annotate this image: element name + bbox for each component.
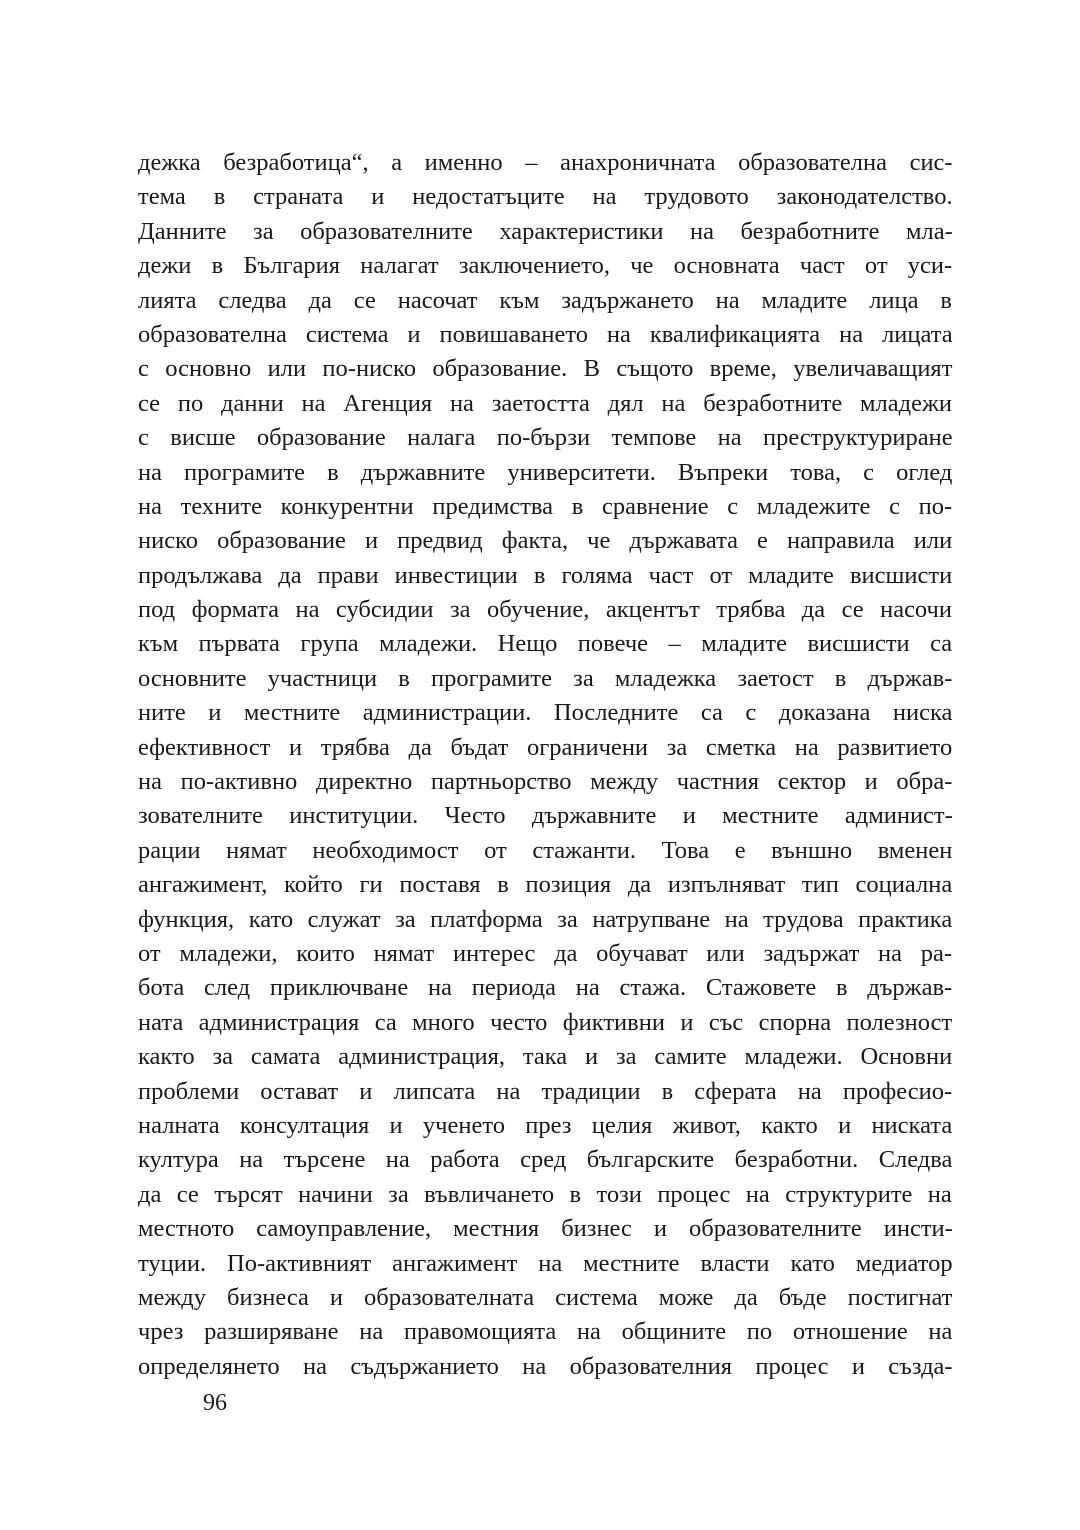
text-line: рации нямат необходимост от стажанти. Това е външно вменен bbox=[138, 836, 953, 864]
text-line: на програмите в държавните университети. Въпреки това, с оглед bbox=[138, 458, 953, 486]
text-line: образователна система и повишаването на квалификацията на лицата bbox=[138, 320, 953, 348]
text-line: ангажимент, който ги поставя в позиция да изпълняват тип социална bbox=[138, 871, 953, 899]
text-line: култура на търсене на работа сред българските безработни. Следва bbox=[138, 1146, 953, 1174]
text-line: ниско образование и предвид факта, че държавата е направила или bbox=[138, 527, 953, 555]
page-number: 96 bbox=[203, 1390, 227, 1416]
text-line: налната консултация и ученето през целия живот, както и ниската bbox=[138, 1111, 953, 1139]
text-line: към първата група младежи. Нещо повече – младите висшисти са bbox=[138, 630, 953, 658]
text-line: продължава да прави инвестиции в голяма част от младите висшисти bbox=[138, 561, 953, 589]
text-line: дежка безработица“, а именно – анахроничната образователна сис- bbox=[138, 149, 953, 176]
text-line: ефективност и трябва да бъдат ограничени за сметка на развитието bbox=[138, 733, 953, 761]
text-line: туции. По-активният ангажимент на местните власти като медиатор bbox=[138, 1249, 953, 1277]
text-line: на техните конкурентни предимства в сравнение с младежите с по- bbox=[138, 492, 953, 520]
text-line: на по-активно директно партньорство между частния сектор и обра- bbox=[138, 768, 953, 796]
text-line: ната администрация са много често фиктивни и със спорна полезност bbox=[138, 1008, 953, 1036]
text-line: чрез разширяване на правомощията на общините по отношение на bbox=[138, 1318, 953, 1346]
text-line: от младежи, които нямат интерес да обучават или задържат на ра- bbox=[138, 939, 952, 967]
text-line: местното самоуправление, местния бизнес и образователните инсти- bbox=[138, 1215, 953, 1243]
text-line: зователните институции. Често държавните и местните админист- bbox=[138, 802, 953, 830]
text-line: бота след приключване на периода на стажа. Стажовете в държав- bbox=[138, 974, 953, 1002]
text-line: Данните за образователните характеристики на безработните мла- bbox=[138, 217, 953, 245]
text-line: се по данни на Агенция на заетостта дял на безработните младежи bbox=[138, 389, 952, 417]
text-line: проблеми остават и липсата на традиции в сферата на професио- bbox=[138, 1077, 953, 1105]
text-line: да се търсят начини за въвличането в този процес на структурите на bbox=[138, 1180, 952, 1208]
text-line: основните участници в програмите за младежка заетост в държав- bbox=[138, 664, 953, 692]
text-line: с висше образование налага по-бързи темпове на преструктуриране bbox=[138, 424, 953, 452]
body-paragraph bbox=[138, 146, 954, 1384]
text-line: между бизнеса и образователната система може да бъде постигнат bbox=[138, 1283, 953, 1311]
text-line: функция, като служат за платформа за натрупване на трудова практика bbox=[138, 905, 953, 933]
text-line: тема в страната и недостатъците на трудовото законодателство. bbox=[138, 183, 953, 211]
text-line: както за самата администрация, така и за самите младежи. Основни bbox=[138, 1043, 953, 1071]
text-line: дежи в България налагат заключението, че основната част от уси- bbox=[138, 252, 953, 280]
text-line: с основно или по-ниско образование. В същото време, увеличаващият bbox=[138, 355, 953, 383]
text-line: определянето на съдържанието на образователния процес и създа- bbox=[138, 1352, 953, 1380]
text-line: лията следва да се насочат към задържането на младите лица в bbox=[138, 286, 952, 314]
text-line: ните и местните администрации. Последните са с доказана ниска bbox=[138, 699, 953, 727]
text-line: под формата на субсидии за обучение, акцентът трябва да се насочи bbox=[138, 596, 952, 624]
